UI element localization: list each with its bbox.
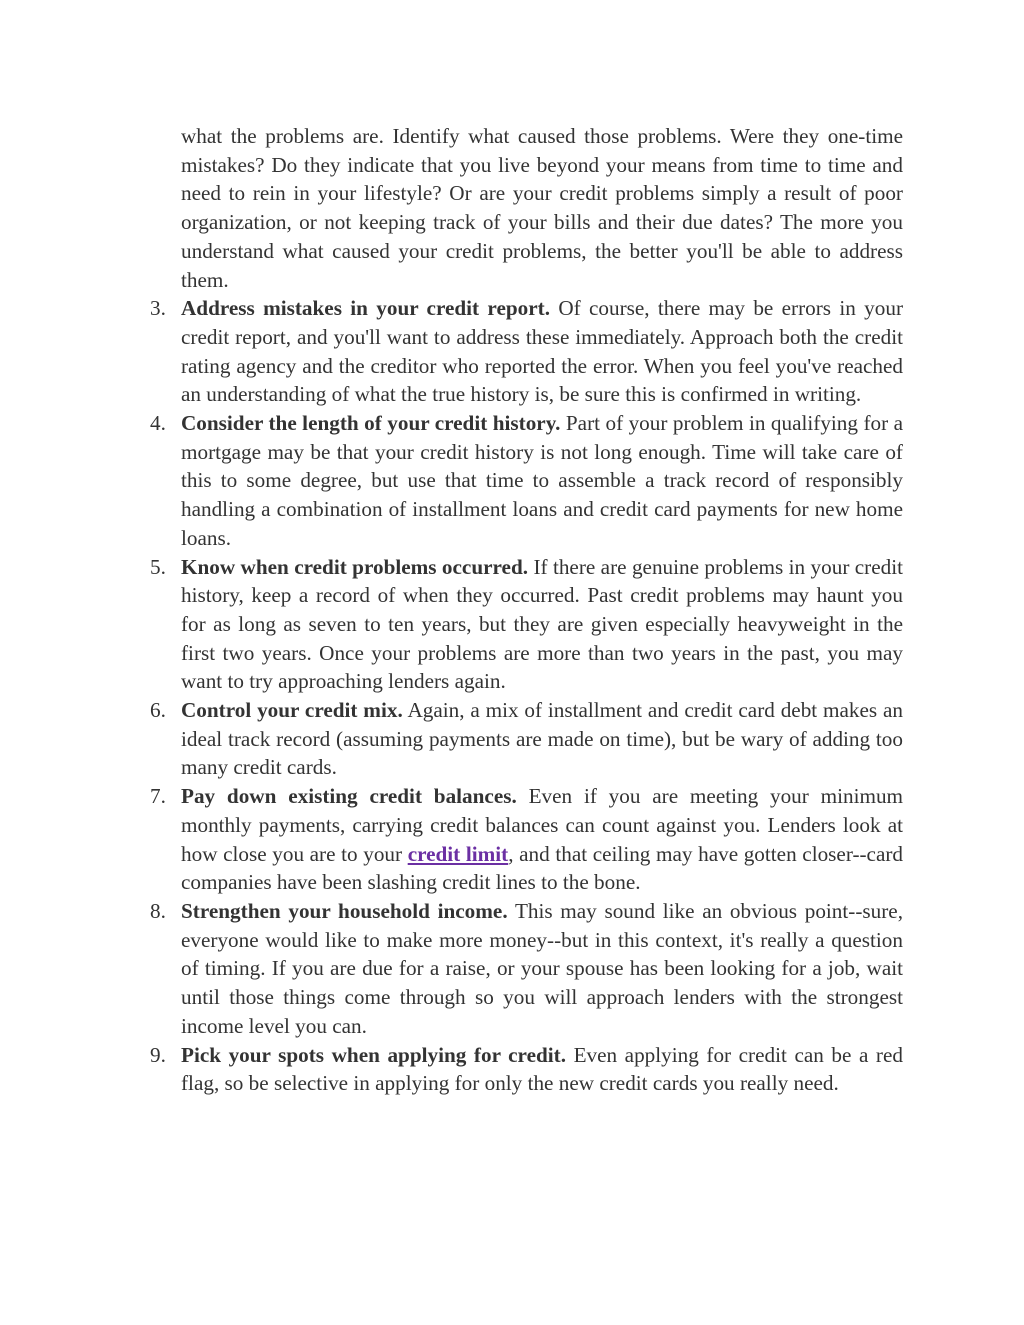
list-number: 8. <box>150 898 166 923</box>
item-title: Consider the length of your credit history. <box>181 411 561 436</box>
list-item-3 <box>150 294 903 409</box>
item-title: Control your credit mix. <box>181 698 403 723</box>
list-item-4 <box>150 409 904 553</box>
document-body <box>150 122 904 1098</box>
item-text: This may sound like an obvious point--sure, everyone would like to make more money--but in this context, it's really a question of timing. If you are due for a raise, or your spouse has been looking for a job, wait until those things come through so you will approach lenders with the strongest income level you can. <box>181 898 903 1038</box>
item-text: Part of your problem in qualifying for a mortgage may be that your credit history is not long enough. Time will take care of this to some degree, but use that time to assemble a track record of responsibly handling a combination of installment loans and credit card payments for new home loans. <box>181 411 904 550</box>
item-text: Of course, there may be errors in your credit report, and you'll want to address these immediately. Approach both the credit rating agency and the creditor who reported the error. When you feel you've reached an understanding of what the true history is, be sure this is confirmed in writing. <box>181 296 903 407</box>
item-text-before-link: Even if you are meeting your minimum monthly payments, carrying credit balances can count against you. Lenders look at how close you are to your <box>181 784 904 866</box>
intro-paragraph: what the problems are. Identify what caused those problems. Were they one-time mistakes? Do they indicate that you live beyond your means from time to time and need to rein in your lifestyle? Or are your credit problems simply a result of poor organization, or not keeping track of your bills and their due dates? The more you understand what caused your credit problems, the better you'll be able to address them. <box>181 124 903 292</box>
item-title: Strengthen your household income. <box>181 898 508 923</box>
tips-list <box>150 294 904 1098</box>
list-item-9 <box>150 1041 903 1098</box>
list-item-8 <box>150 897 903 1041</box>
list-item-6 <box>150 696 903 782</box>
item-title: Know when credit problems occurred. <box>181 554 529 579</box>
list-item-5 <box>150 553 903 697</box>
item-title: Pay down existing credit balances. <box>181 784 517 809</box>
item-text: Again, a mix of installment and credit card debt makes an ideal track record (assuming payments are made on time), but be wary of adding too many credit cards. <box>181 698 903 780</box>
list-number: 6. <box>150 698 166 723</box>
list-number: 4. <box>150 411 166 436</box>
item-title: Pick your spots when applying for credit. <box>181 1042 567 1067</box>
list-item-7 <box>150 782 904 897</box>
item-text: If there are genuine problems in your credit history, keep a record of when they occurred. Past credit problems may haunt you for as long as seven to ten years, but they are given especially heavyweight in the first two years. Once your problems are more than two years in the past, you may want to try approaching lenders again. <box>181 554 903 694</box>
list-number: 3. <box>150 296 166 321</box>
list-number: 7. <box>150 784 166 809</box>
item-title: Address mistakes in your credit report. <box>181 296 550 321</box>
list-number: 9. <box>150 1042 166 1067</box>
item-text-after-link: , and that ceiling may have gotten closer--card companies have been slashing credit lines to the bone. <box>181 841 904 895</box>
item-text: Even applying for credit can be a red flag, so be selective in applying for only the new credit cards you really need. <box>181 1042 903 1096</box>
credit-limit-link[interactable]: credit limit <box>407 841 509 866</box>
list-number: 5. <box>150 554 166 579</box>
